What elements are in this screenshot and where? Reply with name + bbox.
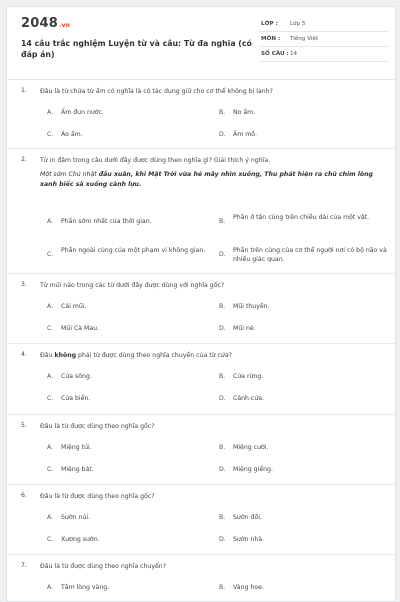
option-label: A. <box>47 514 54 521</box>
option-label: D. <box>219 536 226 543</box>
question-text-part: Đâu <box>40 352 55 359</box>
option-text: Miệng bát. <box>61 466 94 473</box>
question-text-part: Từ <box>40 282 50 289</box>
option-label: C. <box>47 536 54 543</box>
option-label: A. <box>47 303 54 310</box>
option-label: B. <box>219 444 226 451</box>
option-text: Phần trên cùng của cơ thể người nơi có bộ não và nhiều giác quan. <box>233 247 387 263</box>
option-text: Ấm đun nước. <box>61 109 104 116</box>
option-text: Phần ngoài cùng của một phạm vi không gian. <box>61 247 206 254</box>
meta-row-grade <box>259 17 389 32</box>
option-text: Vàng hoe. <box>233 584 264 591</box>
question-text <box>40 87 385 96</box>
option-label: B. <box>219 584 226 591</box>
option-text: Áo ấm. <box>61 131 83 138</box>
question-number: 3. <box>21 281 27 288</box>
site-logo[interactable] <box>21 16 70 31</box>
divider <box>7 273 395 274</box>
option-label: A. <box>47 444 54 451</box>
meta-key: SỐ CÂU : <box>261 51 289 57</box>
option-label: C. <box>47 131 54 138</box>
option-label: B. <box>219 373 226 380</box>
question-keyword: ấm <box>95 88 106 95</box>
quote-text-plain: Một sớm Chủ nhật <box>40 171 99 178</box>
option-text: Sườn núi. <box>61 514 91 521</box>
option-text: Phần ở tận cùng trên chiều dài của một vật. <box>233 214 370 221</box>
question-number: 1. <box>21 87 27 94</box>
option-label: A. <box>47 109 54 116</box>
logo-text: 2048 <box>21 16 58 31</box>
option-label: A. <box>47 218 54 225</box>
option-text: Mũi né. <box>233 325 256 332</box>
divider <box>7 148 395 149</box>
option-text: No ấm. <box>233 109 256 116</box>
option-text: Xương sườn. <box>61 536 100 543</box>
option-text: Phần sớm nhất của thời gian. <box>61 218 152 225</box>
option-text: Cửa rừng. <box>233 373 264 380</box>
option-text: Mũi Cà Mau. <box>61 325 100 332</box>
question-text-part: ? <box>228 352 232 359</box>
question-text <box>40 281 385 290</box>
option-text: Miệng túi. <box>61 444 92 451</box>
option-label: B. <box>219 218 226 225</box>
option-text: Cánh cửa. <box>233 395 265 402</box>
option-text: Cửa sông. <box>61 373 92 380</box>
meta-key: MÔN : <box>261 36 281 42</box>
divider <box>7 343 395 344</box>
question-text: Đâu là từ được dùng theo nghĩa chuyển? <box>40 563 167 570</box>
document-header <box>7 7 395 80</box>
option-label: B. <box>219 303 226 310</box>
quote-text-bold: đầu xuân, khi Mặt Trời vừa hé mây nhìn xuống, Thu phát hiện ra chú chim lông xanh biếc sà xuống cành lựu. <box>40 171 373 188</box>
question-keyword: mũi <box>49 282 62 289</box>
question-text <box>40 351 385 360</box>
divider <box>7 554 395 555</box>
question-number: 6. <box>21 492 27 499</box>
option-label: A. <box>47 584 54 591</box>
logo-suffix: .vn <box>58 22 71 29</box>
option-label: D. <box>219 466 226 473</box>
option-label: D. <box>219 251 226 258</box>
question-text: Đâu là từ được dùng theo nghĩa gốc? <box>40 493 155 500</box>
option-label: A. <box>47 373 54 380</box>
divider <box>7 414 395 415</box>
option-label: C. <box>47 325 54 332</box>
option-text: Ấm mồ. <box>233 131 258 138</box>
question-text-part: có nghĩa là có tác dụng giữ cho cơ thể không bị lạnh? <box>105 88 273 95</box>
option-label: B. <box>219 514 226 521</box>
question-text-part: phải từ được dùng theo nghĩa chuyển của từ <box>76 352 218 359</box>
question-text: Đâu là từ được dùng theo nghĩa gốc? <box>40 423 155 430</box>
question-keyword: cửa <box>217 352 229 359</box>
option-label: C. <box>47 251 54 258</box>
question-text: Từ in đậm trong câu dưới đây được dùng theo nghĩa gì? Giải thích ý nghĩa. <box>40 157 271 164</box>
option-text: Mũi thuyền. <box>233 303 270 310</box>
meta-row-subject <box>259 32 389 47</box>
option-label: B. <box>219 109 226 116</box>
question-text-part: nào trong các từ dưới đây được dùng với nghĩa gốc? <box>61 282 225 289</box>
option-text: Cái mũi. <box>61 303 87 310</box>
option-label: D. <box>219 325 226 332</box>
question-number: 7. <box>21 562 27 569</box>
document-title: 14 câu trắc nghiệm Luyện từ và câu: Từ đa nghĩa (có đáp án) <box>21 39 252 59</box>
document-meta <box>259 17 389 62</box>
worksheet-page <box>6 6 396 602</box>
option-text: Sườn nhà. <box>233 536 265 543</box>
question-number: 4. <box>21 351 27 358</box>
option-label: D. <box>219 131 226 138</box>
meta-value: Tiếng Việt <box>290 36 319 42</box>
option-label: C. <box>47 466 54 473</box>
option-text: Tấm lòng vàng. <box>61 584 110 591</box>
meta-key: LỚP : <box>261 21 278 27</box>
option-text: Sườn đồi. <box>233 514 262 521</box>
divider <box>7 484 395 485</box>
option-text: Cửa biển. <box>61 395 91 402</box>
question-keyword-bold: không <box>54 352 77 359</box>
option-label: D. <box>219 395 226 402</box>
meta-value: 14 <box>290 51 298 57</box>
question-quote <box>40 170 386 190</box>
question-text-part: Đâu là từ chứa từ <box>40 88 96 95</box>
option-label: C. <box>47 395 54 402</box>
meta-value: Lớp 5 <box>290 21 306 27</box>
meta-row-count <box>259 47 389 62</box>
option-text: Miệng cười. <box>233 444 269 451</box>
option-text: Miệng giếng. <box>233 466 273 473</box>
question-number: 2. <box>21 156 27 163</box>
question-number: 5. <box>21 422 27 429</box>
